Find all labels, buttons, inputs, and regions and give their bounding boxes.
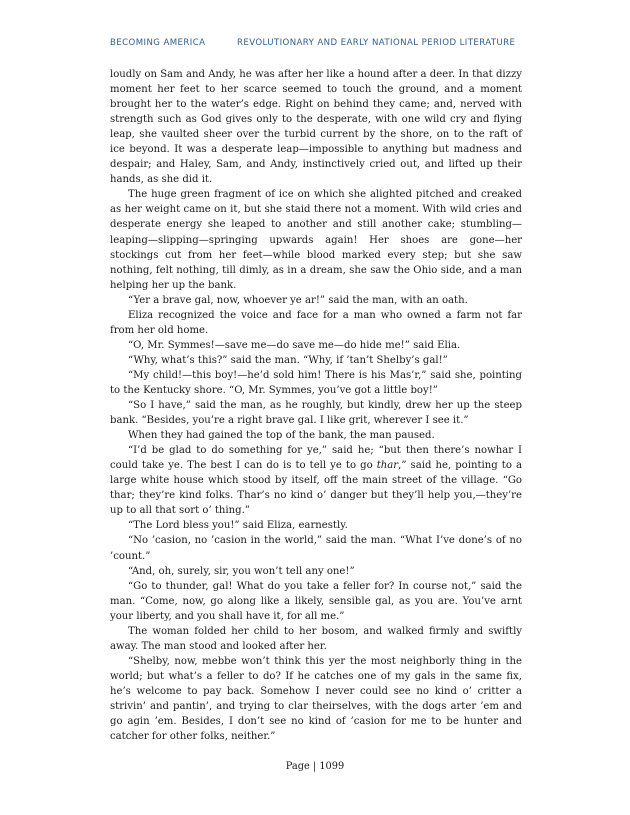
paragraph: “No ’casion, no ’casion in the world,” said the man. “What I’ve done’s of no ’count.” [110, 535, 522, 562]
paragraph: “My child!—this boy!—he’d sold him! There is his Mas’r,” said she, pointing to the Kentucky shore. “O, Mr. Symmes, you’ve got a little boy!” [110, 369, 522, 396]
paragraph: “Why, what’s this?” said the man. “Why, if ’tan’t Shelby’s gal!” [128, 354, 448, 366]
paragraph: “The Lord bless you!” said Eliza, earnestly. [128, 520, 348, 532]
paragraph: The woman folded her child to her bosom, and walked firmly and swiftly away. The man stood and looked after her. [110, 625, 522, 652]
paragraph: “Yer a brave gal, now, whoever ye ar!” said the man, with an oath. [128, 294, 468, 306]
paragraph: When they had gained the top of the bank, the man paused. [128, 430, 435, 442]
paragraph: “Go to thunder, gal! What do you take a feller for? In course not,” said the man. “Come, now, go along like a likely, sensible gal, as you are. You’ve arnt your liberty, and you shall have it, for all me.” [110, 580, 522, 622]
italic-word: thar [376, 460, 399, 472]
page-number: Page | 1099 [285, 761, 345, 772]
paragraph-segment: “I’d be glad to do something for ye,” said he; “but then there’s nowhar I could take ye. The best I can do is to tell ye to go [110, 445, 522, 472]
body-text [110, 67, 522, 744]
paragraph [110, 443, 522, 518]
paragraph: loudly on Sam and Andy, he was after her like a hound after a deer. In that dizzy moment her feet to her scarce seemed to touch the ground, and a moment brought her to the water’s edge. Right on behind they came; and, nerved with strength such as God gives only to the desperate, with one wild cry and flying leap, she vaulted sheer over the turbid current by the shore, on to the raft of ice beyond. It was a desperate leap—impossible to anything but madness and despair; and Haley, Sam, and Andy, instinctively cried out, and lifted up their hands, as she did it. [110, 69, 522, 186]
paragraph: “O, Mr. Symmes!—save me—do save me—do hide me!” said Elia. [128, 339, 461, 351]
header-section-title: REVOLUTIONARY AND EARLY NATIONAL PERIOD LITERATURE [237, 38, 516, 48]
paragraph: “And, oh, surely, sir, you won’t tell any one!” [128, 565, 355, 577]
paragraph: The huge green fragment of ice on which she alighted pitched and creaked as her weight came on it, but she staid there not a moment. With wild cries and desperate energy she leaped to another and still another cake; stumbling—leaping—slipping—springing upwards again! Her shoes are gone—her stockings cut from her feet—while blood marked every step; but she saw nothing, felt nothing, till dimly, as in a dream, she saw the Ohio side, and a man helping her up the bank. [110, 189, 522, 291]
paragraph: “Shelby, now, mebbe won’t think this yer the most neighborly thing in the world; but what’s a feller to do? If he catches one of my gals in the same fix, he’s welcome to pay back. Somehow I never could see no kind o’ critter a strivin’ and pantin’, and trying to clar theirselves, with the dogs arter ’em and go agin ’em. Besides, I don’t see no kind of ’casion for me to be hunter and catcher for other folks, neither.” [110, 655, 522, 743]
header-book-title: BECOMING AMERICA [110, 38, 206, 48]
paragraph: Eliza recognized the voice and face for a man who owned a farm not far from her old home. [110, 309, 522, 336]
paragraph-segment: ,” said he, pointing to a large white house which stood by itself, off the main street of the village. “Go thar; they’re kind folks. Thar’s no kind o’ danger but they’ll help you,—they’re up to all that sort o’ thing.” [110, 460, 522, 517]
paragraph: “So I have,” said the man, as he roughly, but kindly, drew her up the steep bank. “Besides, you’re a right brave gal. I like grit, wherever I see it.” [110, 400, 522, 427]
